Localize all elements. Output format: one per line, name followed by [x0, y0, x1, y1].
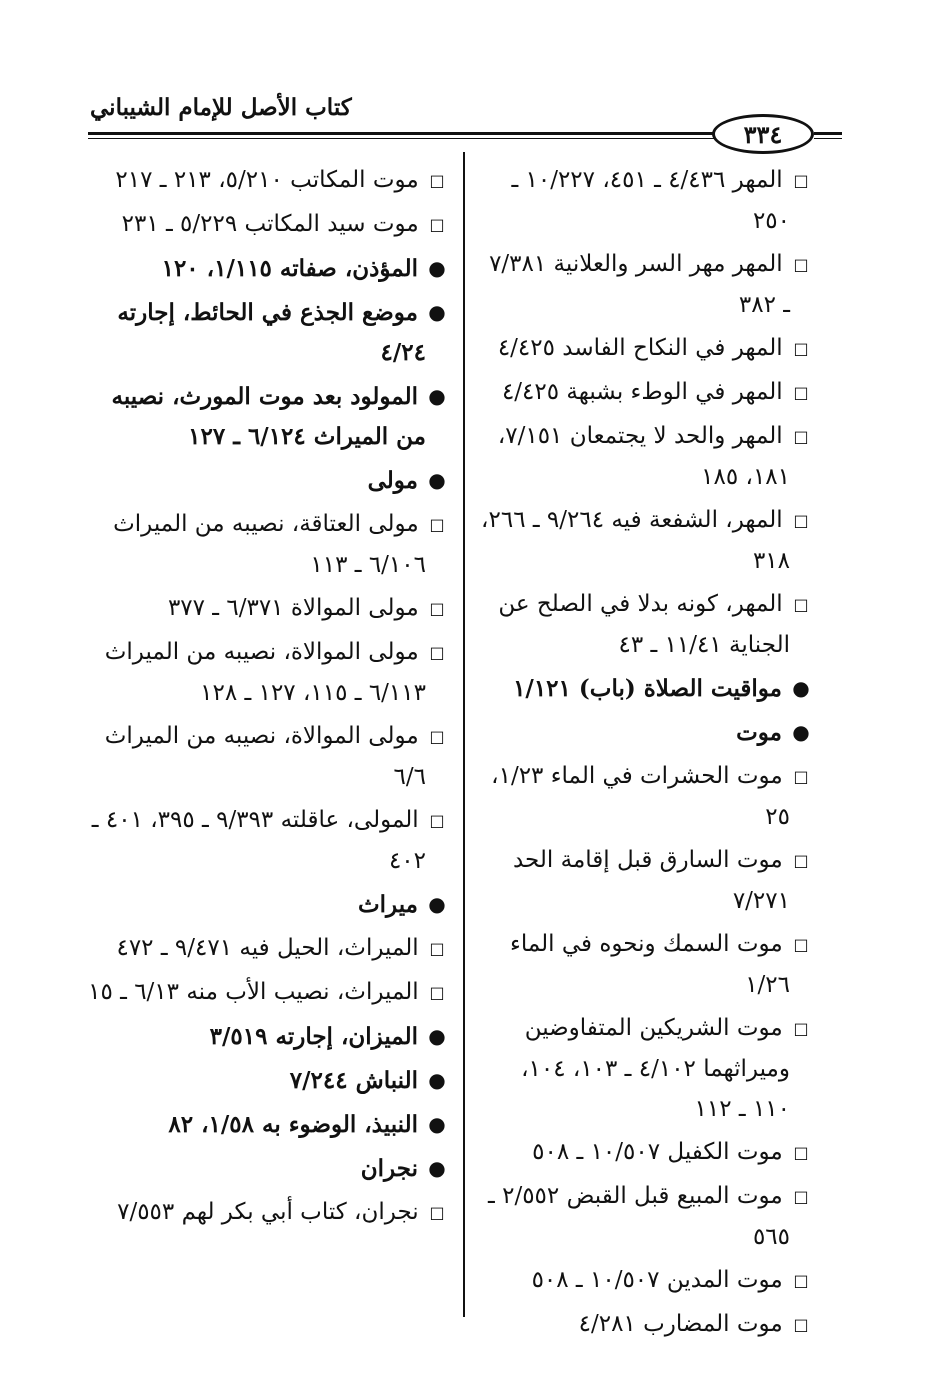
- index-heading-entry: [480, 712, 812, 753]
- square-icon: □: [793, 255, 809, 274]
- index-subentry: [480, 924, 812, 1005]
- bullet-icon: ●: [428, 468, 446, 492]
- entry-text: موت السمك ونحوه في الماء ١/٢٦: [510, 931, 790, 998]
- column-divider: [463, 152, 465, 1317]
- entry-text: موت سيد المكاتب ٥/٢٢٩ ـ ٢٣١: [121, 211, 419, 237]
- page-header: [80, 92, 842, 152]
- square-icon: □: [429, 643, 445, 662]
- square-icon: □: [429, 811, 445, 830]
- index-subentry: [480, 160, 812, 241]
- entry-text: موت المبيع قبل القبض ٢/٥٥٢ ـ ٥٦٥: [488, 1183, 790, 1250]
- square-icon: □: [429, 1203, 445, 1222]
- index-subentry: [88, 632, 448, 713]
- bullet-icon: ●: [428, 1112, 446, 1136]
- index-subentry: [88, 160, 448, 201]
- entry-text: المهر في الوطء بشبهة ٤/٤٢٥: [501, 379, 783, 405]
- page-number-frame: [712, 114, 814, 154]
- entry-text: موت المدين ١٠/٥٠٧ ـ ٥٠٨: [531, 1267, 783, 1293]
- index-subentry: [480, 328, 812, 369]
- index-subentry: [480, 500, 812, 581]
- entry-text: مولى الموالاة ٦/٣٧١ ـ ٣٧٧: [167, 595, 419, 621]
- entry-text: المولود بعد موت المورث، نصيبه من الميراث ٦/١٢٤ ـ ١٢٧: [111, 383, 426, 450]
- index-heading-entry: [88, 884, 448, 925]
- bullet-icon: ●: [428, 256, 446, 280]
- book-title: كتاب الأصل للإمام الشيباني: [90, 94, 352, 121]
- index-heading-entry: [88, 460, 448, 501]
- square-icon: □: [429, 171, 445, 190]
- square-icon: □: [793, 171, 809, 190]
- bullet-icon: ●: [428, 300, 446, 324]
- square-icon: □: [793, 851, 809, 870]
- index-subentry: [480, 416, 812, 497]
- bullet-icon: ●: [792, 676, 810, 700]
- index-subentry: [480, 584, 812, 665]
- square-icon: □: [793, 1315, 809, 1334]
- index-subentry: [88, 204, 448, 245]
- entry-text: موت الشريكين المتفاوضين وميراثهما ٤/١٠٢ ـ ١٠٣، ١٠٤، ١١٠ ـ ١١٢: [521, 1015, 790, 1122]
- index-subentry: [88, 504, 448, 585]
- square-icon: □: [793, 1271, 809, 1290]
- entry-text: المهر والحد لا يجتمعان ٧/١٥١، ١٨١، ١٨٥: [497, 423, 790, 490]
- entry-text: موت المكاتب ٥/٢١٠، ٢١٣ ـ ٢١٧: [115, 167, 419, 193]
- index-subentry: [480, 1132, 812, 1173]
- entry-text: المهر ٤/٤٣٦ ـ ٤٥١، ١٠/٢٢٧ ـ ٢٥٠: [511, 167, 790, 234]
- square-icon: □: [793, 427, 809, 446]
- index-subentry: [88, 800, 448, 881]
- index-heading-entry: [480, 668, 812, 709]
- index-column-left: [88, 160, 448, 1236]
- bullet-icon: ●: [428, 1068, 446, 1092]
- square-icon: □: [793, 595, 809, 614]
- index-subentry: [480, 372, 812, 413]
- entry-text: موت السارق قبل إقامة الحد ٧/٢٧١: [512, 847, 790, 914]
- entry-text: موت: [736, 719, 782, 746]
- index-heading-entry: [88, 376, 448, 457]
- page-number: ٣٣٤: [743, 119, 783, 149]
- square-icon: □: [793, 1143, 809, 1162]
- square-icon: □: [793, 339, 809, 358]
- entry-text: مواقيت الصلاة (باب) ١/١٢١: [513, 675, 782, 702]
- index-subentry: [480, 1304, 812, 1345]
- index-subentry: [480, 1260, 812, 1301]
- index-subentry: [88, 928, 448, 969]
- square-icon: □: [793, 1019, 809, 1038]
- square-icon: □: [793, 1187, 809, 1206]
- entry-text: موضع الجذع في الحائط، إجارته ٤/٢٤: [117, 299, 426, 366]
- index-heading-entry: [88, 1148, 448, 1189]
- entry-text: نجران، كتاب أبي بكر لهم ٧/٥٥٣: [117, 1199, 419, 1225]
- entry-text: النبيذ، الوضوء به ١/٥٨، ٨٢: [168, 1111, 418, 1138]
- header-rule-tail: [814, 132, 842, 135]
- index-subentry: [480, 756, 812, 837]
- square-icon: □: [429, 727, 445, 746]
- entry-text: موت المضارب ٤/٢٨١: [578, 1311, 783, 1337]
- square-icon: □: [429, 215, 445, 234]
- entry-text: الميزان، إجارته ٣/٥١٩: [209, 1023, 418, 1050]
- index-heading-entry: [88, 1016, 448, 1057]
- bullet-icon: ●: [428, 1156, 446, 1180]
- square-icon: □: [793, 383, 809, 402]
- index-subentry: [480, 840, 812, 921]
- entry-text: موت الحشرات في الماء ١/٢٣، ٢٥: [491, 763, 790, 830]
- entry-text: نجران: [360, 1155, 418, 1182]
- entry-text: الميراث، نصيب الأب منه ٦/١٣ ـ ١٥: [88, 979, 419, 1005]
- entry-text: مولى الموالاة، نصيبه من الميراث ٦/١١٣ ـ ١١٥، ١٢٧ ـ ١٢٨: [104, 639, 426, 706]
- entry-text: ميراث: [357, 891, 418, 918]
- index-subentry: [480, 244, 812, 325]
- bullet-icon: ●: [792, 720, 810, 744]
- entry-text: المهر، الشفعة فيه ٩/٢٦٤ ـ ٢٦٦، ٣١٨: [481, 507, 790, 574]
- index-subentry: [480, 1176, 812, 1257]
- square-icon: □: [429, 599, 445, 618]
- entry-text: مولى العتاقة، نصيبه من الميراث ٦/١٠٦ ـ ١١٣: [113, 511, 426, 578]
- entry-text: الميراث، الحيل فيه ٩/٤٧١ ـ ٤٧٢: [116, 935, 419, 961]
- entry-text: المهر، كونه بدلا في الصلح عن الجناية ١١/٤١ ـ ٤٣: [498, 591, 790, 658]
- square-icon: □: [793, 511, 809, 530]
- header-rule-tail-thin: [814, 138, 842, 139]
- entry-text: النباش ٧/٢٤٤: [289, 1067, 418, 1094]
- index-subentry: [88, 716, 448, 797]
- index-heading-entry: [88, 1060, 448, 1101]
- bullet-icon: ●: [428, 384, 446, 408]
- header-rule: [88, 132, 716, 135]
- index-subentry: [480, 1008, 812, 1129]
- index-heading-entry: [88, 248, 448, 289]
- entry-text: مولى الموالاة، نصيبه من الميراث ٦/٦: [104, 723, 426, 790]
- square-icon: □: [793, 767, 809, 786]
- bullet-icon: ●: [428, 1024, 446, 1048]
- entry-text: مولى: [367, 467, 418, 494]
- index-subentry: [88, 588, 448, 629]
- header-rule-thin: [88, 138, 716, 139]
- entry-text: المهر في النكاح الفاسد ٤/٤٢٥: [497, 335, 783, 361]
- index-column-right: [480, 160, 812, 1348]
- entry-text: موت الكفيل ١٠/٥٠٧ ـ ٥٠٨: [532, 1139, 783, 1165]
- bullet-icon: ●: [428, 892, 446, 916]
- index-subentry: [88, 1192, 448, 1233]
- entry-text: المولى، عاقلته ٩/٣٩٣ ـ ٣٩٥، ٤٠١ ـ ٤٠٢: [91, 807, 426, 874]
- index-subentry: [88, 972, 448, 1013]
- square-icon: □: [793, 935, 809, 954]
- entry-text: المؤذن، صفاته ١/١١٥، ١٢٠: [161, 255, 418, 282]
- square-icon: □: [429, 939, 445, 958]
- square-icon: □: [429, 515, 445, 534]
- square-icon: □: [429, 983, 445, 1002]
- entry-text: المهر مهر السر والعلانية ٧/٣٨١ ـ ٣٨٢: [489, 251, 790, 318]
- index-heading-entry: [88, 292, 448, 373]
- index-heading-entry: [88, 1104, 448, 1145]
